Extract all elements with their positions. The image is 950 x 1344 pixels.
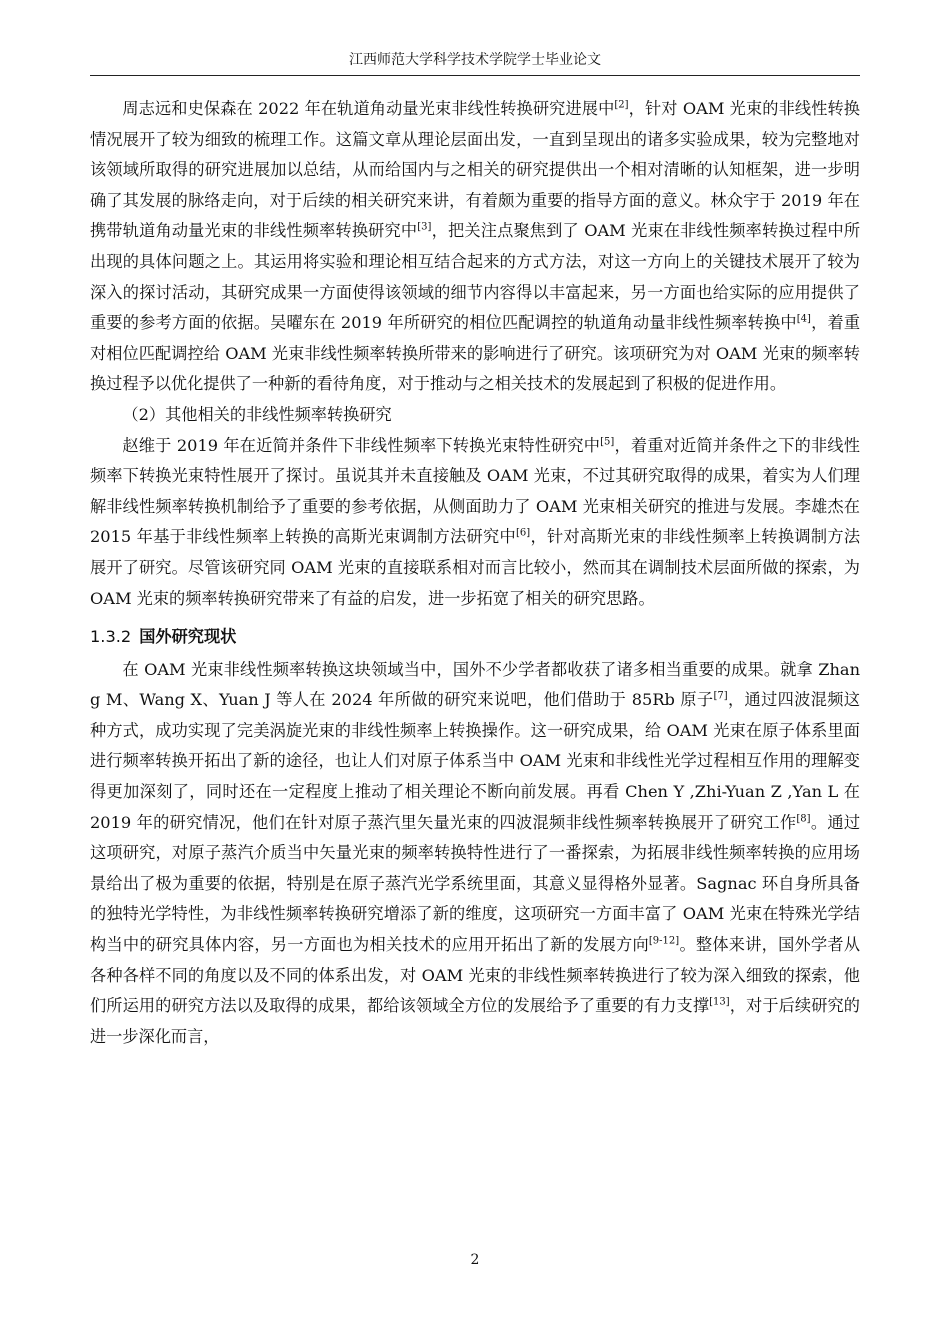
section-title: 国外研究现状 [139, 627, 237, 647]
paragraph-1: 周志远和史保森在 2022 年在轨道角动量光束非线性转换研究进展中[2]，针对 OAM 光束的非线性转换情况展开了较为细致的梳理工作。这篇文章从理论层面出发，一直到呈现出的诸多实验成果，较为完整地对该领域所取得的研究进展加以总结，从而给国内与之相关的研究提供出一个相对清晰的认知框架，进一步明确了其发展的脉络走向，对于后续的相关研究来讲，有着颇为重要的指导方面的意义。林众宇于 2019 年在携带轨道角动量光束的非线性频率转换研究中[3]，把关注点聚焦到了 OAM 光束在非线性频率转换过程中所出现的具体问题之上。其运用将实验和理论相互结合起来的方式方法，对这一方向上的关键技术展开了较为深入的探讨活动，其研究成果一方面使得该领域的细节内容得以丰富起来，另一方面也给实际的应用提供了重要的参考方面的依据。吴曜东在 2019 年所研究的相位匹配调控的轨道角动量非线性频率转换中[4]，着重对相位匹配调控给 OAM 光束非线性频率转换所带来的影响进行了研究。该项研究为对 OAM 光束的频率转换过程予以优化提供了一种新的看待角度，对于推动与之相关技术的发展起到了积极的促进作用。 [90, 99, 861, 394]
running-header: 江西师范大学科学技术学院学士毕业论文 [90, 50, 860, 76]
page-body [90, 94, 860, 1052]
citation: [3] [417, 221, 432, 233]
citation: [6] [515, 527, 531, 539]
citation: [4] [796, 313, 811, 325]
citation: [2] [614, 99, 629, 111]
paragraph-2: 赵维于 2019 年在近简并条件下非线性频率下转换光束特性研究中[5]，着重对近简并条件之下的非线性频率下转换光束特性展开了探讨。虽说其并未直接触及 OAM 光束，不过其研究取得的成果，着实为人们理解非线性频率转换机制给予了重要的参考依据，从侧面助力了 OAM 光束相关研究的推进与发展。李雄杰在 2015 年基于非线性频率上转换的高斯光束调制方法研究中[6]，针对高斯光束的非线性频率上转换调制方法展开了研究。尽管该研究同 OAM 光束的直接联系相对而言比较小，然而其在调制技术层面所做的探索，为 OAM 光束的频率转换研究带来了有益的启发，进一步拓宽了相关的研究思路。 [90, 435, 861, 608]
citation: [8] [796, 813, 811, 825]
paragraph-3: 在 OAM 光束非线性频率转换这块领域当中，国外不少学者都收获了诸多相当重要的成果。就拿 Zhang M、Wang X、Yuan J 等人在 2024 年所做的研究来说吧，他们借助于 85Rb 原子[7]，通过四波混频这种方式，成功实现了完美涡旋光束的非线性频率上转换操作。这一研究成果，给 OAM 光束在原子体系里面进行频率转换开拓出了新的途径，也让人们对原子体系当中 OAM 光束和非线性光学过程相互作用的理解变得更加深刻了，同时还在一定程度上推动了相关理论不断向前发展。再看 Chen Y ,Zhi-Yuan Z ,Yan L 在 2019 年的研究情况，他们在针对原子蒸汽里矢量光束的四波混频非线性频率转换展开了研究工作[8]。通过这项研究，对原子蒸汽介质当中矢量光束的频率转换特性进行了一番探索，为拓展非线性频率转换的应用场景给出了极为重要的依据，特别是在原子蒸汽光学系统里面，其意义显得格外显著。Sagnac 环自身所具备的独特光学特性，为非线性频率转换研究增添了新的维度，这项研究一方面丰富了 OAM 光束在特殊光学结构当中的研究具体内容，另一方面也为相关技术的应用开拓出了新的发展方向[9-12]。整体来讲，国外学者从各种各样不同的角度以及不同的体系出发，对 OAM 光束的非线性频率转换进行了较为深入细致的探索，他们所运用的研究方法以及取得的成果，都给该领域全方位的发展给予了重要的有力支撑[13]，对于后续研究的进一步深化而言， [90, 659, 861, 1046]
citation: [9-12] [648, 935, 680, 947]
subheading: （2）其他相关的非线性频率转换研究 [122, 404, 392, 424]
page-number: 2 [470, 1252, 480, 1268]
citation: [7] [713, 690, 728, 702]
citation: [5] [600, 436, 615, 448]
citation: [13] [709, 996, 730, 1008]
section-number: 1.3.2 [90, 627, 132, 647]
section-heading [90, 622, 860, 653]
